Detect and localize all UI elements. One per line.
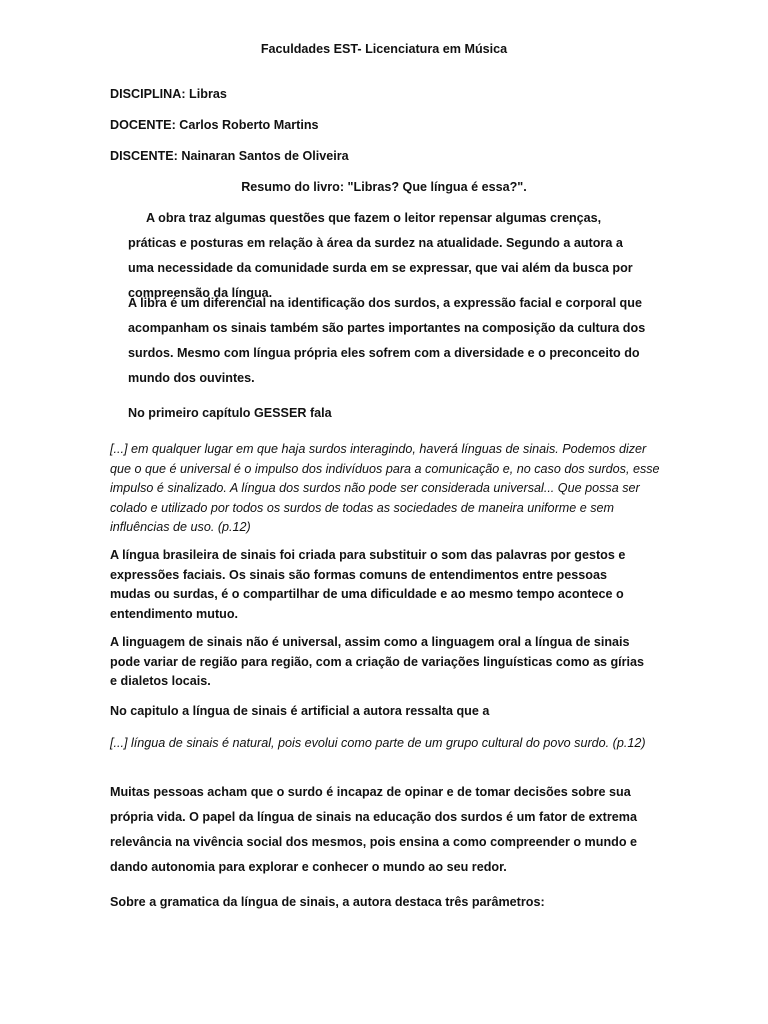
paragraph-artificial: No capitulo a língua de sinais é artificial a autora ressalta que a <box>110 704 490 718</box>
paragraph-not-universal: A linguagem de sinais não é universal, assim como a linguagem oral a língua de sinais pode variar de região para região, com a criação de variações linguísticas como as gírias e dialetos locais. <box>110 635 645 688</box>
disciplina-line: DISCIPLINA: Libras <box>110 87 227 101</box>
document-title: Resumo do livro: "Libras? Que língua é essa?". <box>241 180 527 194</box>
document-header: Faculdades EST- Licenciatura em Música <box>260 42 508 56</box>
docente-line: DOCENTE: Carlos Roberto Martins <box>110 118 319 132</box>
discente-line: DISCENTE: Nainaran Santos de Oliveira <box>110 149 349 163</box>
quote-block-2: [...] língua de sinais é natural, pois evolui como parte de um grupo cultural do povo surdo. (p.12) <box>110 736 646 750</box>
paragraph-gesser: No primeiro capítulo GESSER fala <box>128 406 332 420</box>
paragraph-grammar: Sobre a gramatica da língua de sinais, a autora destaca três parâmetros: <box>110 895 545 909</box>
paragraph-libras-creation: A língua brasileira de sinais foi criada para substituir o som das palavras por gestos e expressões faciais. Os sinais são formas comuns de entendimentos entre pessoas mudas ou surdas, é o compartilhar de uma dificuldade e ao mesmo tempo acontece o entendimento mutuo. <box>110 548 626 621</box>
paragraph-intro: A obra traz algumas questões que fazem o leitor repensar algumas crenças, práticas e posturas em relação à área da surdez na atualidade. Segundo a autora a uma necessidade da comunidade surda em se expressar, que vai além da busca por compreensão da língua. <box>128 211 633 300</box>
quote-block-1: [...] em qualquer lugar em que haja surdos interagindo, haverá línguas de sinais. Podemos dizer que o que é universal é o impulso dos indivíduos para a comunicação e, no caso dos surdos, esse impulso é sinalizado. A língua dos surdos não pode ser considerada universal... Que possa ser colado e utilizado por todos os surdos de todas as sociedades de maneira uniforme e sem influências de uso. (p.12) <box>110 442 660 534</box>
paragraph-autonomy: Muitas pessoas acham que o surdo é incapaz de opinar e de tomar decisões sobre sua própria vida. O papel da língua de sinais na educação dos surdos é um fator de extrema relevância na vivência social dos mesmos, pois ensina a como compreender o mundo e dando autonomia para explorar e conhecer o mundo ao seu redor. <box>110 785 638 874</box>
paragraph-libra: A libra é um diferencial na identificação dos surdos, a expressão facial e corporal que acompanham os sinais também são partes importantes na composição da cultura dos surdos. Mesmo com língua própria eles sofrem com a diversidade e o preconceito do mundo dos ouvintes. <box>128 296 646 385</box>
